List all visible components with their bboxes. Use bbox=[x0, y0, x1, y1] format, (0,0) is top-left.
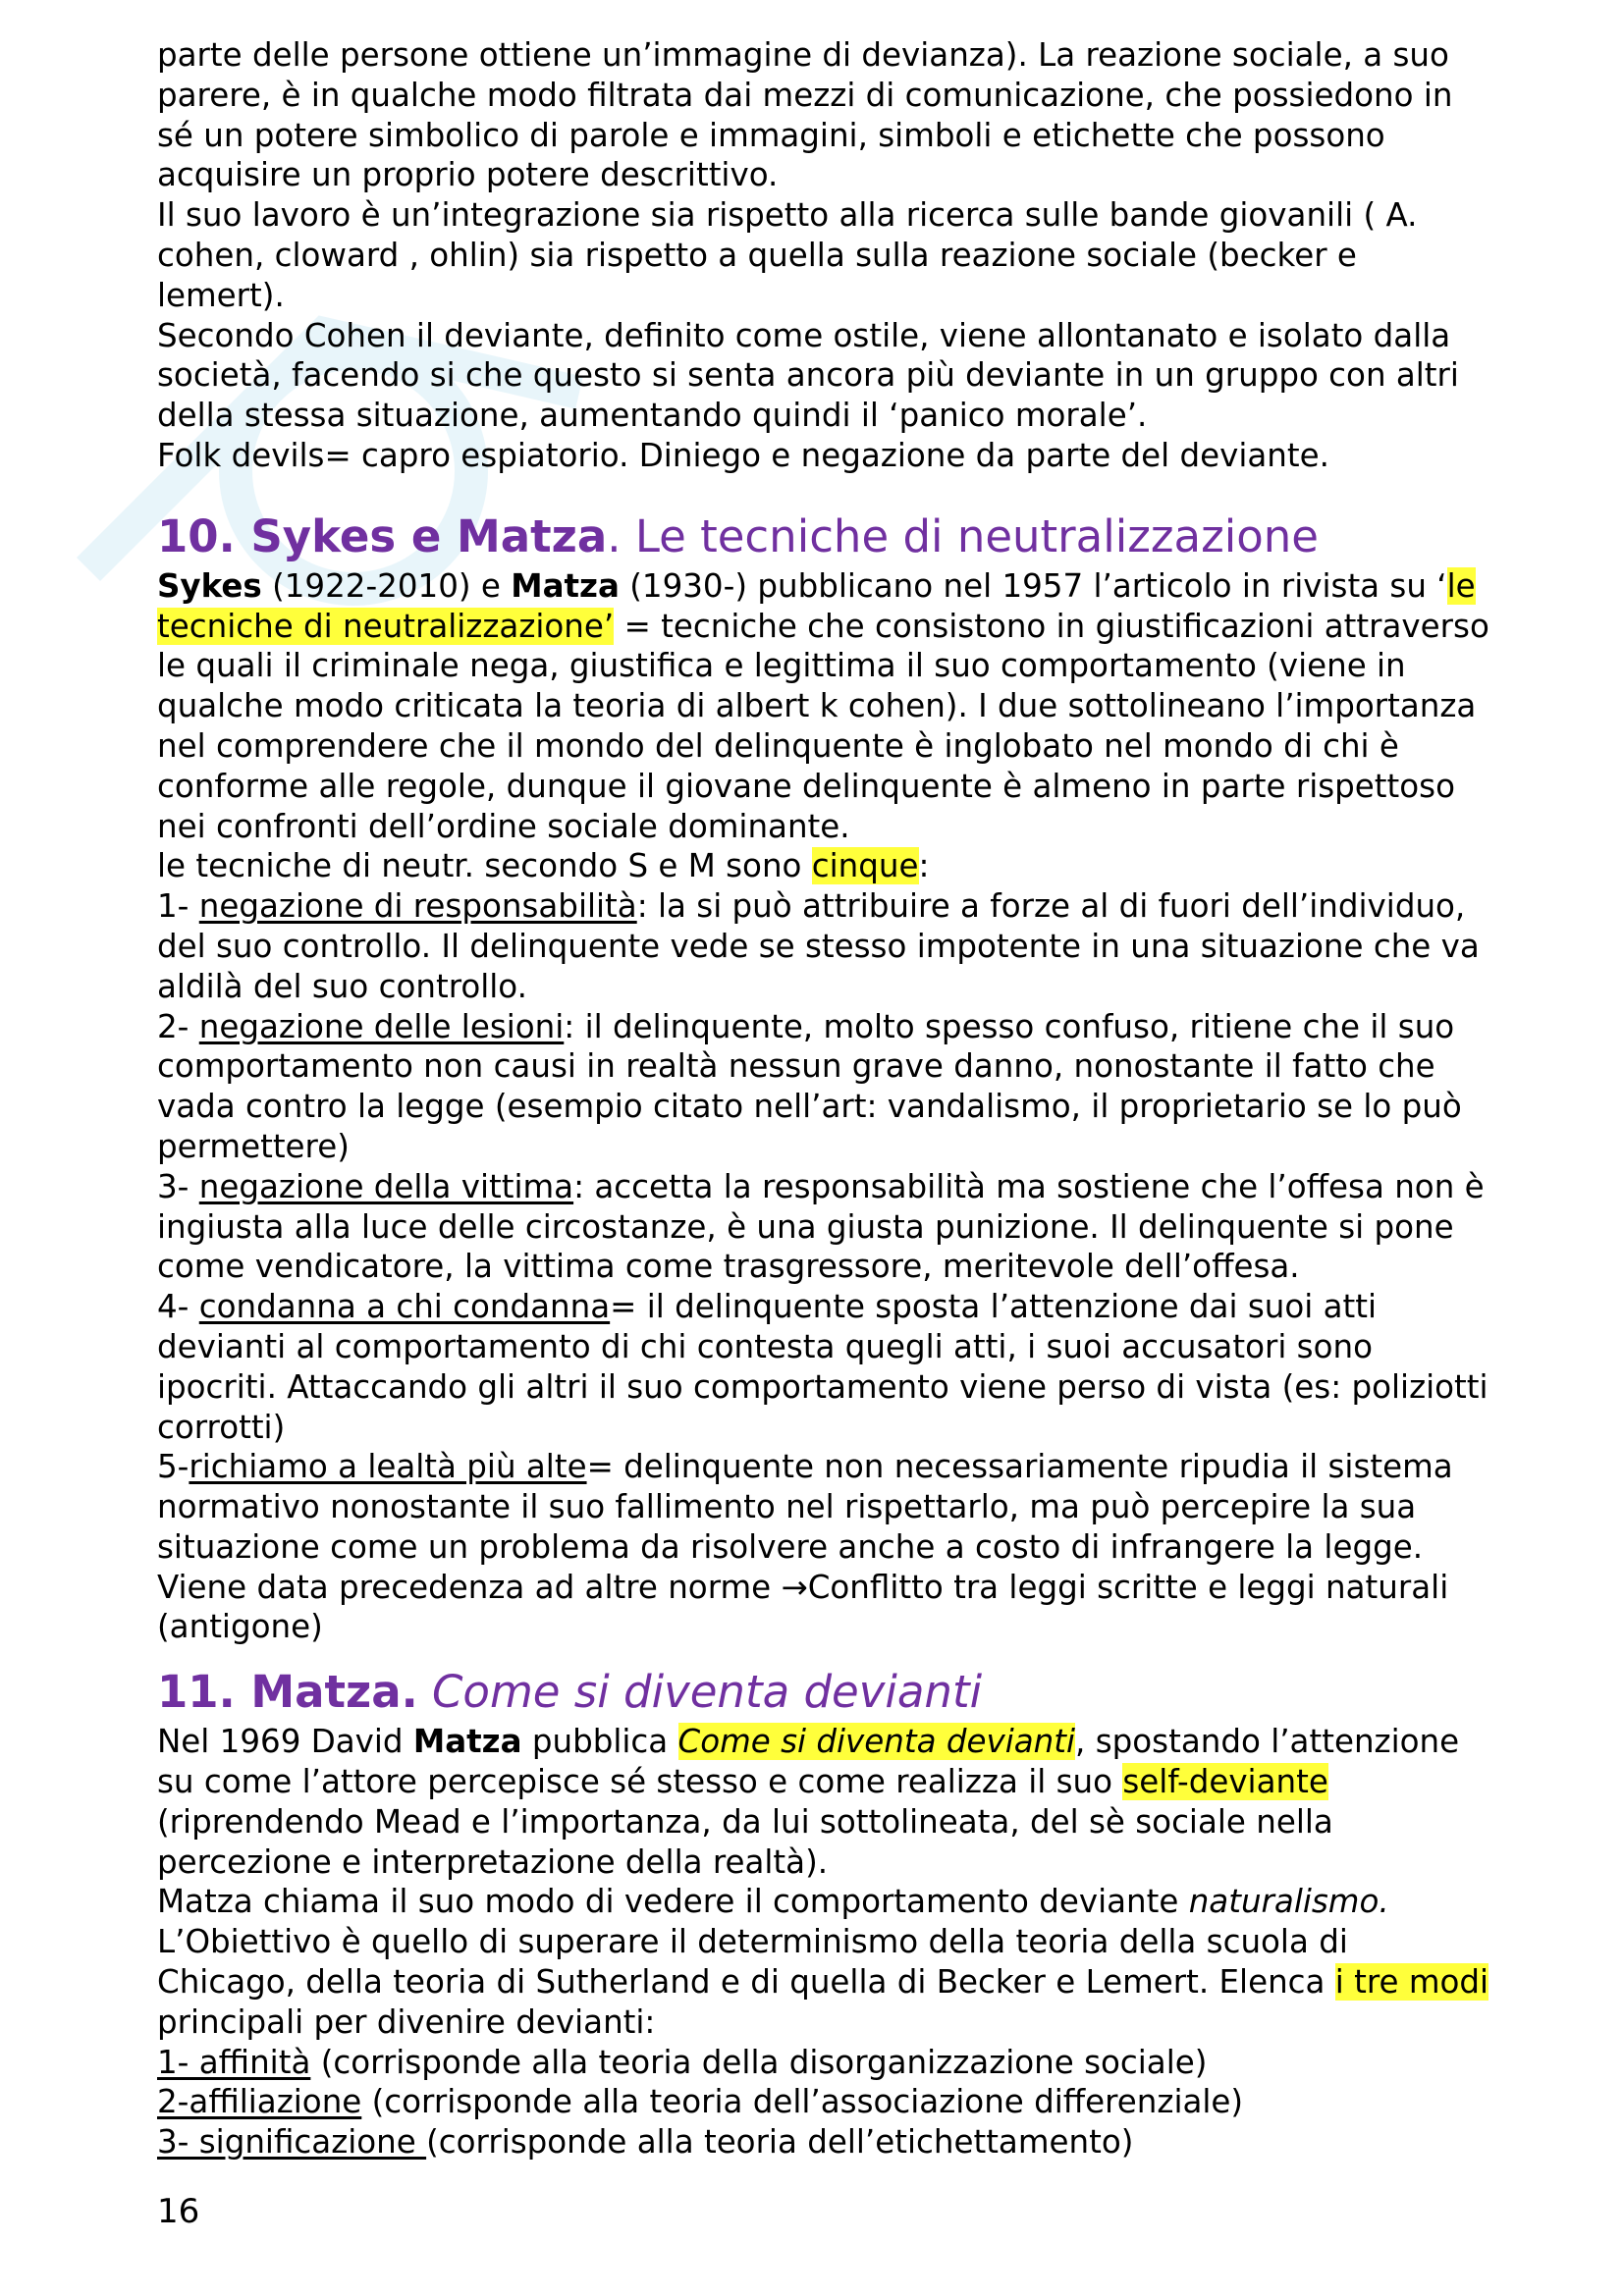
technique-item bbox=[157, 1167, 1492, 1287]
section-11-intro bbox=[157, 1722, 1492, 1882]
text-span: : bbox=[918, 847, 930, 885]
mode-item bbox=[157, 2082, 1492, 2122]
section-11-heading-title: Come si diventa devianti bbox=[417, 1666, 983, 1719]
technique-text: = il delinquente sposta l’attenzione dai suoi atti devianti al comportamento di chi contesta quegli atti, i suoi accusatori sono ipocriti. Attaccando gli altri il suo comportamento viene perso di vista (es: poliziotti corrotti) bbox=[157, 1288, 1488, 1446]
highlight-self-deviante: self-deviante bbox=[1122, 1763, 1328, 1801]
mode-term: 1- affinità bbox=[157, 2043, 311, 2081]
text-span: (1922-2010) e bbox=[261, 566, 512, 605]
mode-text: (corrisponde alla teoria della disorganizzazione sociale) bbox=[310, 2043, 1208, 2081]
technique-text: = delinquente non necessariamente ripudia il sistema normativo nonostante il suo fallimento nel rispettarlo, ma può percepire la sua situazione come un problema da risolvere anche a costo di infrangere la legge. Viene data precedenza ad altre norme →Conflitto tra leggi scritte e leggi naturali (antigone) bbox=[157, 1448, 1453, 1646]
highlight-tre-modi: i tre modi bbox=[1334, 1963, 1489, 2002]
intro-paragraph-4: Folk devils= capro espiatorio. Diniego e negazione da parte del deviante. bbox=[157, 436, 1329, 474]
mode-term: 2-affiliazione bbox=[157, 2083, 362, 2121]
technique-text: : la si può attribuire a forze al di fuori dell’individuo, del suo controllo. Il delinquente vede se stesso impotente in una situazione che va aldilà del suo controllo. bbox=[157, 887, 1480, 1005]
mode-text: (corrisponde alla teoria dell’etichettamento) bbox=[426, 2123, 1134, 2162]
five-techniques-line bbox=[157, 846, 1492, 886]
objective-paragraph bbox=[157, 1922, 1492, 2042]
text-span: Nel 1969 David bbox=[157, 1723, 413, 1761]
mode-term: 3- significazione bbox=[157, 2123, 427, 2162]
name-sykes: Sykes bbox=[157, 566, 262, 605]
naturalismo-term: naturalismo. bbox=[1188, 1883, 1389, 1921]
item-number: 1- bbox=[157, 887, 199, 926]
technique-term: negazione della vittima bbox=[198, 1167, 574, 1205]
text-span: pubblica bbox=[521, 1723, 678, 1761]
item-number: 3- bbox=[157, 1167, 199, 1205]
technique-item bbox=[157, 886, 1492, 1006]
text-span: (riprendendo Mead e l’importanza, da lui sottolineata, del sè sociale nella percezione e interpretazione della realtà). bbox=[157, 1802, 1333, 1881]
name-matza: Matza bbox=[511, 566, 620, 605]
section-10-heading bbox=[157, 507, 1492, 566]
technique-term: negazione delle lesioni bbox=[198, 1007, 565, 1045]
text-span: Matza chiama il suo modo di vedere il comportamento deviante bbox=[157, 1883, 1189, 1921]
item-number: 5- bbox=[157, 1448, 189, 1486]
page-number: 16 bbox=[157, 2192, 200, 2231]
technique-text: : il delinquente, molto spesso confuso, ritiene che il suo comportamento non causi in realtà nessun grave danno, nonostante il fatto che vada contro la legge (esempio citato nell’art: vandalismo, il proprietario se lo può permettere) bbox=[157, 1007, 1462, 1165]
document-page bbox=[157, 35, 1492, 2163]
highlight-cinque: cinque bbox=[811, 847, 919, 885]
intro-paragraph-1: parte delle persone ottiene un’immagine di devianza). La reazione sociale, a suo parere, è in qualche modo filtrata dai mezzi di comunicazione, che possiedono in sé un potere simbolico di parole e immagini, simboli e etichette che possono acquisire un proprio potere descrittivo. bbox=[157, 36, 1453, 194]
technique-item bbox=[157, 1287, 1492, 1447]
technique-term: negazione di responsabilità bbox=[198, 887, 637, 926]
text-span: = tecniche che consistono in giustificazioni attraverso le quali il criminale nega, giustifica e legittima il suo comportamento (viene in qualche modo criticata la teoria di albert k cohen). I due sottolineano l’importanza nel comprendere che il mondo del delinquente è inglobato nel mondo di chi è conforme alle regole, dunque il giovane delinquente è almeno in parte rispettoso nei confronti dell’ordine sociale dominante. bbox=[157, 607, 1489, 845]
name-matza: Matza bbox=[412, 1723, 522, 1761]
mode-item bbox=[157, 2043, 1492, 2083]
technique-item bbox=[157, 1447, 1492, 1647]
technique-item bbox=[157, 1007, 1492, 1167]
intro-paragraph-2: Il suo lavoro è un’integrazione sia rispetto alla ricerca sulle bande giovanili ( A. cohen, cloward , ohlin) sia rispetto a quella sulla reazione sociale (becker e lemert). bbox=[157, 196, 1418, 314]
item-number: 4- bbox=[157, 1288, 199, 1326]
technique-text: : accetta la responsabilità ma sostiene che l’offesa non è ingiusta alla luce delle circostanze, è una giusta punizione. Il delinquente si pone come vendicatore, la vittima come trasgressore, meritevole dell’offesa. bbox=[157, 1167, 1485, 1286]
text-span: , spostando l’attenzione su come l’attore percepisce sé stesso e come realizza il suo bbox=[157, 1723, 1460, 1801]
section-10-heading-title: . Le tecniche di neutralizzazione bbox=[607, 509, 1319, 562]
mode-text: (corrisponde alla teoria dell’associazione differenziale) bbox=[361, 2083, 1244, 2121]
text-span: le tecniche di neutr. secondo S e M sono bbox=[157, 847, 812, 885]
text-span: L’Obiettivo è quello di superare il determinismo della teoria della scuola di Chicago, della teoria di Sutherland e di quella di Becker e Lemert. Elenca bbox=[157, 1923, 1348, 2002]
section-11-heading bbox=[157, 1663, 1492, 1722]
technique-term: condanna a chi condanna bbox=[198, 1288, 611, 1326]
naturalismo-line bbox=[157, 1882, 1492, 1922]
text-span: principali per divenire devianti: bbox=[157, 2002, 656, 2041]
technique-term: richiamo a lealtà più alte bbox=[189, 1448, 587, 1486]
section-10-heading-bold: 10. Sykes e Matza bbox=[157, 509, 608, 562]
item-number: 2- bbox=[157, 1007, 199, 1045]
highlight-book-title: Come si diventa devianti bbox=[677, 1723, 1076, 1761]
text-span: (1930-) pubblicano nel 1957 l’articolo in rivista su ‘ bbox=[619, 566, 1447, 605]
section-10-intro bbox=[157, 566, 1492, 847]
mode-item bbox=[157, 2122, 1492, 2163]
intro-paragraph-3: Secondo Cohen il deviante, definito come ostile, viene allontanato e isolato dalla società, facendo si che questo si senta ancora più deviante in un gruppo con altri della stessa situazione, aumentando quindi il ‘panico morale’. bbox=[157, 316, 1459, 435]
highlight-tecniche: le tecniche di neutralizzazione’ bbox=[157, 566, 1476, 645]
section-11-heading-bold: 11. Matza. bbox=[157, 1666, 418, 1719]
